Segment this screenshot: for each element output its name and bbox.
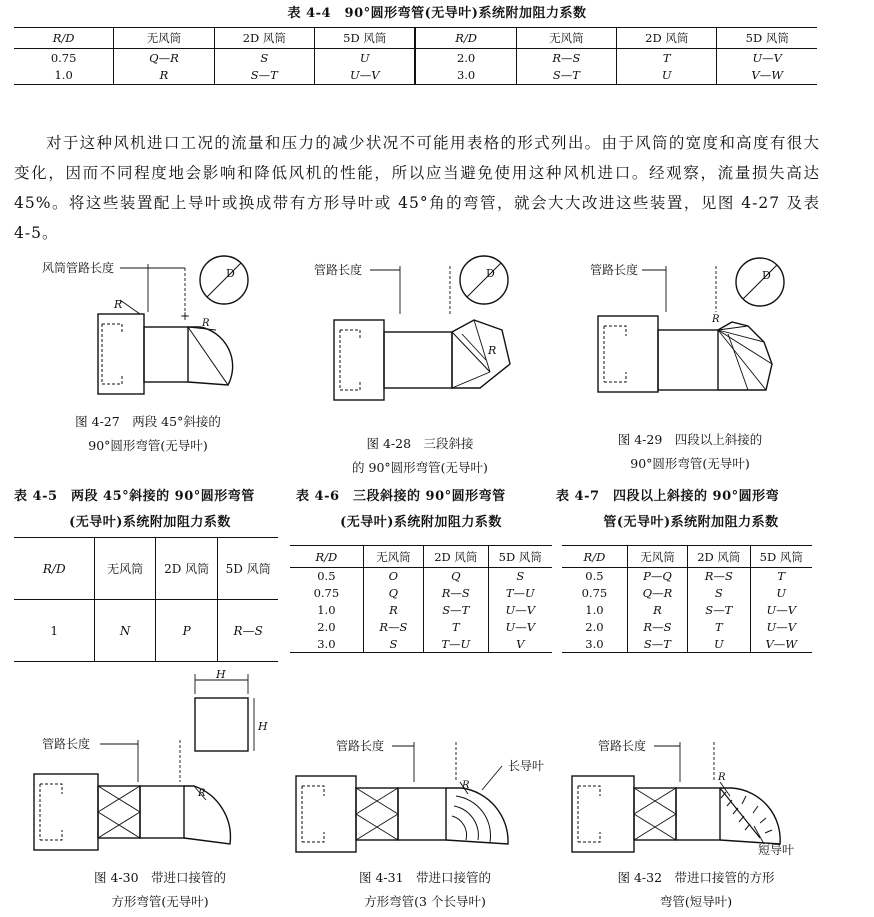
table-row [562, 619, 812, 636]
table-4-5-header: R/D [14, 538, 95, 600]
table-cell: V [516, 636, 525, 651]
figure-4-30-caption [40, 866, 280, 914]
table-title-line: 表 4-7 四段以上斜接的 90°圆形弯 [556, 489, 780, 504]
table-4-7-title [556, 484, 826, 536]
table-4-5-header-row [14, 538, 278, 600]
figure-4-27 [40, 252, 265, 412]
table-cell: N [95, 600, 155, 662]
table-cell: U—V [766, 620, 797, 634]
table-cell: U [688, 636, 750, 653]
table-row [562, 585, 812, 602]
table-row [290, 602, 552, 619]
table-cell: 1.0 [290, 602, 363, 619]
fig31-vane-label: 长导叶 [508, 759, 545, 773]
table-cell: Q [363, 585, 423, 602]
table-4-4-header: 无风筒 [516, 28, 616, 49]
table-cell: U [315, 49, 416, 67]
figure-4-32 [568, 730, 818, 860]
fig32-pipe-label: 管路长度 [598, 739, 647, 753]
table-cell: R—S [688, 568, 750, 585]
table-cell: 0.5 [290, 568, 363, 585]
table-4-7-header: 无风筒 [627, 546, 687, 568]
table-cell: 1 [14, 600, 95, 662]
table-cell: S [516, 569, 525, 584]
table-4-7-header-row [562, 546, 812, 568]
table-row [290, 585, 552, 602]
fig29-pipe-label: 管路长度 [590, 263, 639, 277]
table-cell: 2.0 [290, 619, 363, 636]
figure-4-32-caption [576, 866, 816, 914]
table-title-line: 表 4-5 两段 45°斜接的 90°圆形弯管 [14, 489, 255, 504]
table-row [14, 67, 817, 85]
table-4-5-title [14, 484, 286, 536]
table-row [290, 619, 552, 636]
fig29-D-label: D [762, 269, 771, 282]
fig30-pipe-label: 管路长度 [42, 737, 91, 751]
table-cell: 2.0 [415, 49, 516, 67]
table-4-4 [14, 27, 817, 85]
table-cell: 0.75 [14, 49, 114, 67]
table-cell: 3.0 [290, 636, 363, 653]
body-paragraph: 对于这种风机进口工况的流量和压力的减少状况不可能用表格的形式列出。由于风筒的宽度和高度有很大变化，因而不同程度地会影响和降低风机的性能，所以应当避免使用这种风机进口。经观察，流量损失高达 45%。将这些装置配上导叶或换成带有方形导叶或 45°角的弯管，就会大大改进这些装置，见图 4-27 及表 4-5。 [14, 134, 820, 242]
table-cell: S [688, 585, 750, 602]
table-4-5 [14, 537, 278, 662]
figure-4-29-caption [570, 428, 810, 476]
table-cell: 3.0 [562, 636, 627, 653]
table-cell: 2.0 [562, 619, 627, 636]
table-title-line: (无导叶)系统附加阻力系数 [340, 515, 502, 530]
table-cell: 1.0 [562, 602, 627, 619]
table-cell: S—T [214, 67, 314, 85]
table-cell: U [617, 67, 717, 85]
fig31-pipe-label: 管路长度 [336, 739, 385, 753]
table-row [290, 568, 552, 585]
table-cell: S—T [627, 636, 687, 653]
table-4-6-title [296, 484, 546, 536]
table-cell: U—V [505, 603, 535, 617]
table-cell: R—S [363, 619, 423, 636]
table-4-4-header: R/D [415, 28, 516, 49]
fig28-R-label: R [488, 344, 497, 357]
table-cell: P—Q [627, 568, 687, 585]
table-cell: V—W [751, 68, 784, 83]
fig29-R-label: R [712, 314, 720, 325]
table-cell: T [617, 49, 717, 67]
table-4-6-header: 5D 风筒 [498, 549, 542, 564]
table-4-4-header: 无风筒 [114, 28, 214, 49]
table-cell: R [627, 602, 687, 619]
table-row [562, 636, 812, 653]
table-cell: 0.75 [290, 585, 363, 602]
figure-4-31-caption [300, 866, 550, 914]
table-cell: S—T [516, 67, 616, 85]
table-cell: T [424, 619, 488, 636]
table-4-6-header-row [290, 546, 552, 568]
table-cell: P [155, 600, 218, 662]
caption-line: 弯管(短导叶) [659, 894, 733, 909]
table-4-6-header: R/D [290, 546, 363, 568]
table-4-4-title: 表 4-4 90°圆形弯管(无导叶)系统附加阻力系数 [287, 6, 587, 21]
table-cell: T—U [424, 636, 488, 653]
table-cell: 0.75 [562, 585, 627, 602]
table-4-4-header: R/D [14, 28, 114, 49]
table-4-4-header: 5D 风筒 [745, 31, 789, 45]
figure-4-28-caption [300, 432, 540, 480]
table-row [562, 568, 812, 585]
table-cell: Q—R [627, 585, 687, 602]
table-cell: Q—R [114, 49, 214, 67]
table-cell: U—V [315, 67, 416, 85]
table-cell: U—V [752, 50, 782, 65]
table-cell: 3.0 [415, 67, 516, 85]
fig27-R-label: R [114, 298, 123, 311]
table-cell: R—S [424, 585, 488, 602]
table-4-7-header: 5D 风筒 [759, 549, 803, 564]
table-cell: U—V [766, 603, 797, 617]
fig28-D-label: D [486, 267, 495, 280]
caption-line: 图 4-29 四段以上斜接的 [617, 432, 763, 447]
fig30-H-label-top: H [216, 670, 226, 681]
caption-line: 图 4-30 带进口接管的 [93, 870, 227, 885]
fig30-H-label-side: H [258, 720, 268, 733]
table-row [14, 600, 278, 662]
table-4-7 [562, 545, 812, 653]
table-cell: R—S [233, 623, 263, 638]
caption-line: 90°圆形弯管(无导叶) [88, 438, 208, 453]
table-cell: U—V [505, 620, 535, 634]
table-cell: R—S [516, 49, 616, 67]
figure-4-30 [30, 670, 280, 860]
table-4-7-header: 2D 风筒 [688, 546, 750, 568]
caption-line: 的 90°圆形弯管(无导叶) [352, 460, 488, 475]
caption-line: 90°圆形弯管(无导叶) [630, 456, 750, 471]
table-cell: T [688, 619, 750, 636]
figure-4-29 [588, 252, 813, 412]
fig27-pipe-label: 风筒管路长度 [42, 261, 115, 275]
table-cell: T [777, 569, 786, 584]
table-cell: U [776, 586, 787, 600]
table-cell: T—U [505, 586, 535, 600]
table-cell: V—W [765, 636, 798, 651]
table-4-7-header: R/D [562, 546, 627, 568]
caption-line: 方形弯管(3 个长导叶) [364, 894, 486, 909]
table-4-6-header: 无风筒 [363, 546, 423, 568]
fig32-R-label: R [718, 772, 726, 783]
table-cell: Q [424, 568, 488, 585]
fig31-R-label: R [462, 780, 470, 791]
table-cell: R—S [627, 619, 687, 636]
table-4-5-header: 2D 风筒 [155, 538, 218, 600]
caption-line: 图 4-31 带进口接管的 [358, 870, 492, 885]
table-cell: O [363, 568, 423, 585]
figure-4-27-caption [28, 410, 268, 458]
table-row [290, 636, 552, 653]
table-cell: S—T [424, 602, 488, 619]
caption-line: 图 4-28 三段斜接 [366, 436, 474, 451]
table-4-4-header-row [14, 28, 817, 49]
table-4-6 [290, 545, 552, 653]
caption-line: 方形弯管(无导叶) [111, 894, 209, 909]
svg-text:R: R [202, 318, 210, 329]
table-4-4-header: 5D 风筒 [315, 28, 416, 49]
fig30-R-label: R [198, 788, 206, 799]
table-4-5-header: 5D 风筒 [225, 562, 271, 576]
figure-4-31 [292, 730, 552, 860]
table-4-5-header: 无风筒 [95, 538, 155, 600]
table-title-line: 管(无导叶)系统附加阻力系数 [603, 515, 779, 530]
table-cell: 0.5 [562, 568, 627, 585]
fig28-pipe-label: 管路长度 [314, 263, 363, 277]
fig27-D-label: D [226, 267, 235, 280]
table-4-6-header: 2D 风筒 [424, 546, 488, 568]
svg-text:+: + [180, 309, 191, 323]
table-row [14, 49, 817, 67]
figure-4-28 [312, 252, 527, 412]
table-cell: S [363, 636, 423, 653]
table-cell: R [114, 67, 214, 85]
table-title-line: 表 4-6 三段斜接的 90°圆形弯管 [296, 489, 506, 504]
table-cell: 1.0 [14, 67, 114, 85]
table-cell: S [214, 49, 314, 67]
table-cell: S—T [688, 602, 750, 619]
table-4-4-header: 2D 风筒 [617, 28, 717, 49]
caption-line: 图 4-27 两段 45°斜接的 [75, 414, 221, 429]
table-cell: R [363, 602, 423, 619]
caption-line: 图 4-32 带进口接管的方形 [617, 870, 775, 885]
fig32-vane-label: 短导叶 [758, 843, 795, 857]
table-4-4-header: 2D 风筒 [214, 28, 314, 49]
table-title-line: (无导叶)系统附加阻力系数 [69, 515, 231, 530]
table-row [562, 602, 812, 619]
